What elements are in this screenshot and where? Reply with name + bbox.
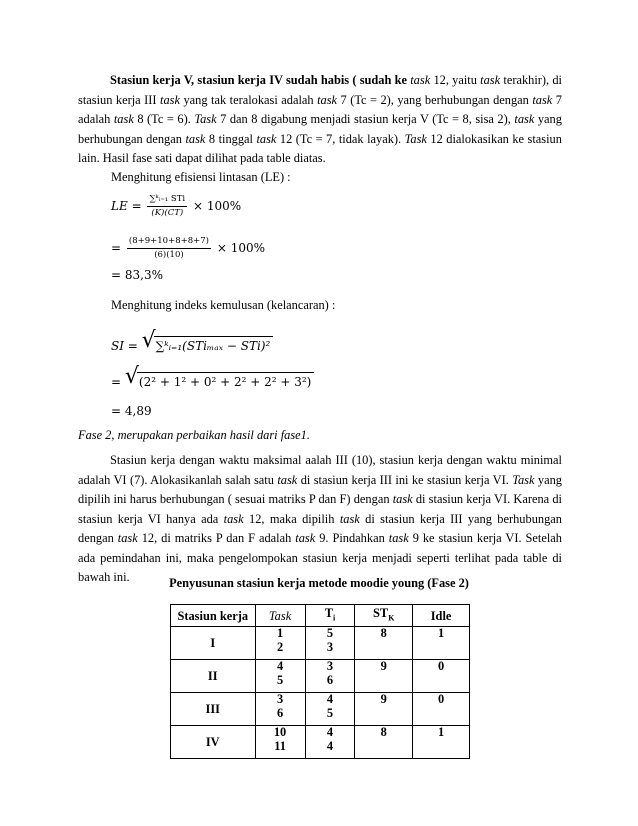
station-table xyxy=(170,604,470,759)
task-cell: 3 6 xyxy=(255,693,305,726)
idle-cell: 0 xyxy=(413,693,470,726)
ti-cell: 4 5 xyxy=(305,693,355,726)
table-header-row xyxy=(171,605,470,627)
si-substitution: = √ (2² + 1² + 0² + 2² + 2² + 3²) xyxy=(111,372,314,389)
station-cell: II xyxy=(171,660,256,693)
stk-cell: 8 xyxy=(355,726,413,759)
fase2-title: Fase 2, merupakan perbaikan hasil dari fase1. xyxy=(78,428,310,442)
si-formula: SI = √ ∑ᵏᵢ₌₁(STiₘₐₓ − STi)² xyxy=(111,336,273,353)
le-result: = 83,3% xyxy=(111,268,163,282)
table-row xyxy=(171,693,470,726)
header-ti: $T_i$ xyxy=(305,605,355,627)
station-cell: I xyxy=(171,627,256,660)
idle-cell: 0 xyxy=(413,660,470,693)
ti-cell: 4 4 xyxy=(305,726,355,759)
si-heading: Menghitung indeks kemulusan (kelancaran) : xyxy=(111,298,336,312)
header-idle: Idle xyxy=(413,605,470,627)
intro-paragraph: Stasiun kerja V, stasiun kerja IV sudah habis ( sudah ke task 12, yaitu task terakhir), di stasiun kerja III task yang tak teralokasi adalah task 7 (Tc = 2), yang berhubungan dengan task 7 adalah task 8 (Tc = 6). Task 7 dan 8 digabung menjadi stasiun kerja V (Tc = 8, sisa 2), task yang berhubungan dengan task 8 tinggal task 12 (Tc = 7, tidak layak). Task 12 dialokasikan ke stasiun lain. Hasil fase sati dapat dilihat pada table diatas. xyxy=(78,73,562,165)
task-cell: 4 5 xyxy=(255,660,305,693)
stk-cell: 9 xyxy=(355,660,413,693)
intro-lead: Stasiun kerja V, stasiun kerja IV sudah habis ( sudah ke xyxy=(110,73,407,87)
table-row xyxy=(171,726,470,759)
stk-cell: 8 xyxy=(355,627,413,660)
idle-cell: 1 xyxy=(413,726,470,759)
fase2-paragraph: Stasiun kerja dengan waktu maksimal aalah III (10), stasiun kerja dengan waktu minimal adalah VI (7). Alokasikanlah salah satu task di stasiun kerja III ini ke stasiun kerja VI. Task yang dipilih ini harus berhubungan ( sesuai matriks P dan F) dengan task di stasiun kerja VI. Karena di stasiun kerja VI hanya ada task 12, maka dipilih task di stasiun kerja III yang berhubungan dengan task 12, di matriks P dan F adalah task 9. Pindahkan task 9 ke stasiun kerja VI. Setelah ada pemindahan ini, maka pengelompokan stasiun kerja menjadi seperti terlihat pada table di bawah ini. xyxy=(78,453,562,584)
le-formula: LE = $\frac{\text{∑ᵏᵢ₌₁ STi}}{(K)(CT)}$ × 100% xyxy=(111,194,242,218)
task-cell: 1 2 xyxy=(255,627,305,660)
si-result: = 4,89 xyxy=(111,404,152,418)
idle-cell: 1 xyxy=(413,627,470,660)
le-heading: Menghitung efisiensi lintasan (LE) : xyxy=(111,170,291,184)
table-row xyxy=(171,660,470,693)
header-stk: $ST_K$ xyxy=(355,605,413,627)
le-substitution: = $\frac{(8+9+10+8+8+7)}{(6)(10)}$ × 100% xyxy=(111,236,266,260)
station-cell: III xyxy=(171,693,256,726)
task-cell: 10 11 xyxy=(255,726,305,759)
table-caption: Penyusunan stasiun kerja metode moodie young (Fase 2) xyxy=(169,576,469,590)
table-row xyxy=(171,627,470,660)
stk-cell: 9 xyxy=(355,693,413,726)
ti-cell: 3 6 xyxy=(305,660,355,693)
station-cell: IV xyxy=(171,726,256,759)
header-station: Stasiun kerja xyxy=(171,605,256,627)
header-task: Task xyxy=(255,605,305,627)
ti-cell: 5 3 xyxy=(305,627,355,660)
